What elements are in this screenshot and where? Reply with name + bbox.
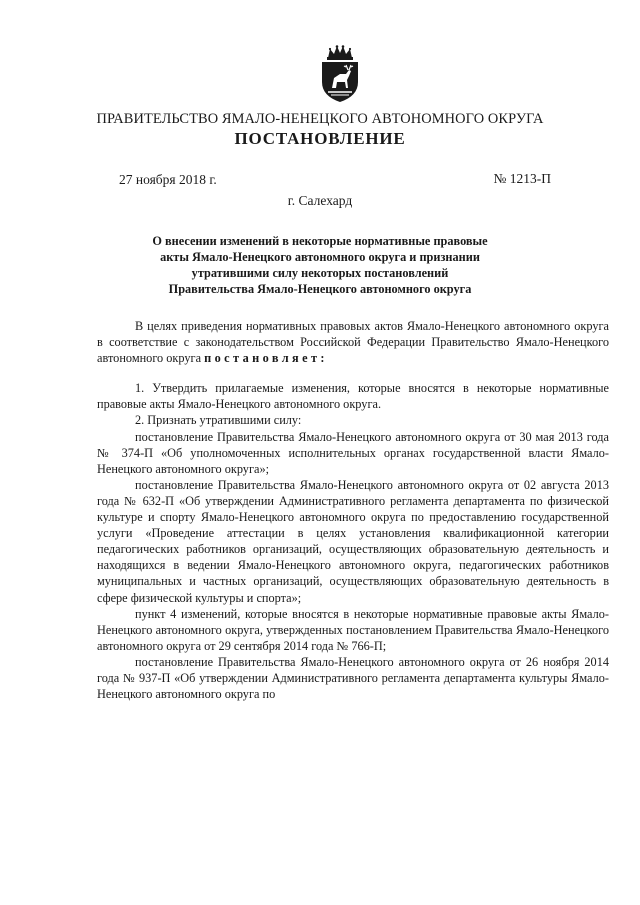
document-date: 27 ноября 2018 г.	[119, 172, 217, 187]
coat-of-arms-icon	[318, 44, 362, 104]
document-city: г. Салехард	[287, 193, 353, 208]
government-name: ПРАВИТЕЛЬСТВО ЯМАЛО-НЕНЕЦКОГО АВТОНОМНОГО ОКРУГА	[96, 111, 544, 127]
body-paragraph: постановление Правительства Ямало-Ненецкого автономного округа от 30 мая 2013 года № 374-П «Об уполномоченных исполнительных органах государственной власти Ямало-Ненецкого автономного округа»;	[97, 429, 609, 476]
title-line: Правительства Ямало-Ненецкого автономного округа	[168, 282, 472, 296]
title-line: О внесении изменений в некоторые нормативные правовые	[152, 234, 488, 248]
body-paragraph: пункт 4 изменений, которые вносятся в некоторые нормативные правовые акты Ямало-Ненецкого автономного округа, утвержденных постановлением Правительства Ямало-Ненецкого автономного округа от 29 сентября 2014 года № 766-П;	[97, 606, 609, 653]
resolves-word: постановляет:	[204, 351, 328, 366]
body-paragraph: постановление Правительства Ямало-Ненецкого автономного округа от 02 августа 2013 года № 632-П «Об утверждении Административного регламента департамента по физической культуре и спорту Ямало-Ненецкого автономного округа по предоставлению государственной услуги «Проведение аттестации в целях установления квалификационной категории педагогических работников организаций, осуществляющих образовательную деятельность и находящихся в ведении Ямало-Ненецкого автономного округа, педагогических работников муниципальных и частных организаций, осуществляющих образовательную деятельность в сфере физической культуры и спорта»;	[97, 477, 609, 605]
preamble-text: В целях приведения нормативных правовых актов Ямало-Ненецкого автономного округа в соответствие с законодательством Российской Федерации Правительство Ямало-Ненецкого автономного округа	[97, 319, 609, 366]
body-paragraph: 1. Утвердить прилагаемые изменения, которые вносятся в некоторые нормативные правовые акты Ямало-Ненецкого автономного округа.	[97, 381, 609, 412]
title-line: акты Ямало-Ненецкого автономного округа и признании	[160, 250, 480, 264]
document-title	[100, 233, 540, 297]
document-body	[97, 318, 609, 702]
document-number: № 1213-П	[493, 171, 551, 186]
preamble-paragraph	[97, 318, 609, 366]
document-type: ПОСТАНОВЛЕНИЕ	[234, 129, 406, 148]
body-paragraph: постановление Правительства Ямало-Ненецкого автономного округа от 26 ноября 2014 года № 937-П «Об утверждении Административного регламента департамента культуры Ямало-Ненецкого автономного округа по	[97, 654, 609, 702]
title-line: утратившими силу некоторых постановлений	[191, 266, 449, 280]
body-paragraph: 2. Признать утратившими силу:	[135, 413, 302, 428]
